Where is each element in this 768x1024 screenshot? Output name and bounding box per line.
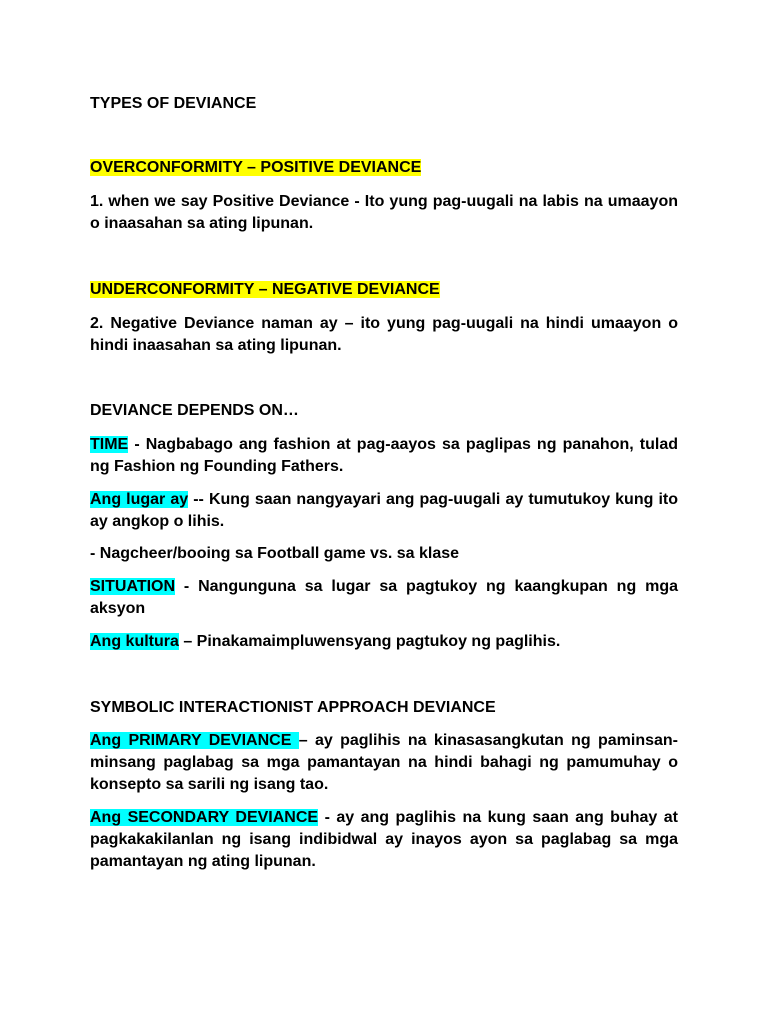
paragraph-negative-deviance: 2. Negative Deviance naman ay – ito yung pag-uugali na hindi umaayon o hindi inaasahan sa ating lipunan.	[90, 315, 678, 354]
item-text: -- Kung saan nangyayari ang pag-uugali ay tumutukoy kung ito ay angkop o lihis.	[90, 491, 678, 530]
term-highlight: Ang PRIMARY DEVIANCE	[90, 732, 299, 749]
item-nagcheer	[90, 543, 678, 565]
item-situation	[90, 576, 678, 620]
item-kultura	[90, 631, 678, 653]
item-text: – ay paglihis na kinasasangkutan ng paminsan-minsang paglabag sa mga pamantayan na hindi bahagi ng pamumuhay o konsepto sa sarili ng isang tao.	[90, 732, 678, 793]
term-highlight: Ang lugar ay	[90, 491, 189, 508]
term-highlight: TIME	[90, 436, 129, 453]
term-highlight: Ang kultura	[90, 633, 179, 650]
section-heading-symbolic: SYMBOLIC INTERACTIONIST APPROACH DEVIANCE	[90, 699, 496, 716]
section-heading-overconformity	[90, 157, 678, 179]
item-time	[90, 434, 678, 478]
highlight-yellow: OVERCONFORMITY – POSITIVE DEVIANCE	[90, 159, 422, 176]
highlight-yellow: UNDERCONFORMITY – NEGATIVE DEVIANCE	[90, 281, 440, 298]
item-lugar	[90, 489, 678, 533]
item-primary-deviance	[90, 730, 678, 796]
section-heading-deviance-depends: DEVIANCE DEPENDS ON…	[90, 402, 299, 419]
item-text: - Nagcheer/booing sa Football game vs. sa klase	[90, 545, 460, 562]
paragraph-positive-deviance: 1. when we say Positive Deviance - Ito yung pag-uugali na labis na umaayon o inaasahan sa ating lipunan.	[90, 193, 678, 232]
item-text: - Nagbabago ang fashion at pag-aayos sa paglipas ng panahon, tulad ng Fashion ng Founding Fathers.	[90, 436, 678, 475]
term-highlight: SITUATION	[90, 578, 176, 595]
item-text: - Nangunguna sa lugar sa pagtukoy ng kaangkupan ng mga aksyon	[90, 578, 678, 617]
section-heading-underconformity	[90, 279, 678, 301]
item-secondary-deviance	[90, 807, 678, 873]
item-text: – Pinakamaimpluwensyang pagtukoy ng paglihis.	[178, 633, 561, 650]
item-text: - ay ang paglihis na kung saan ang buhay at pagkakakilanlan ng isang indibidwal ay inayos ayon sa paglabag sa mga pamantayan ng ating lipunan.	[90, 809, 679, 870]
document-title: TYPES OF DEVIANCE	[90, 95, 257, 112]
term-highlight: Ang SECONDARY DEVIANCE	[90, 809, 319, 826]
